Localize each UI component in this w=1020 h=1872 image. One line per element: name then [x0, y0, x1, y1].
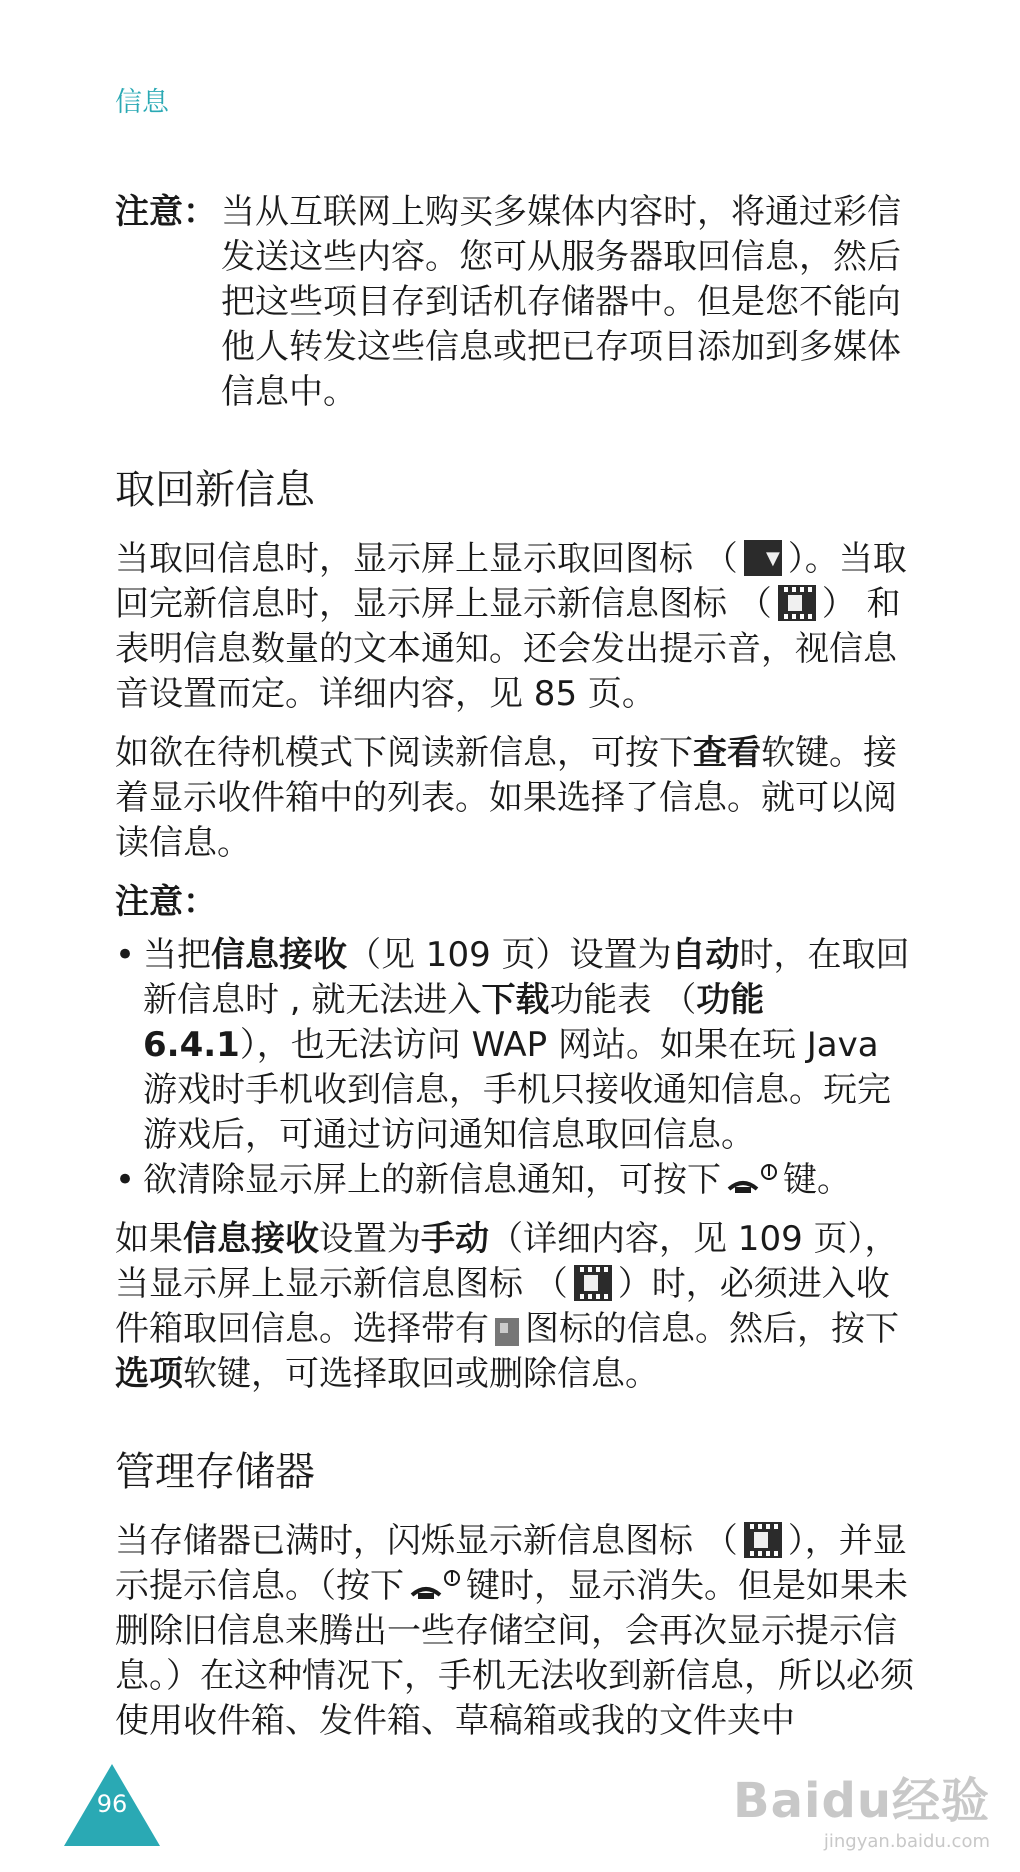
- text-run: ），并显示提示信息。（按下: [115, 1521, 907, 1606]
- text-run: 软键，可选择取回或删除信息。: [183, 1354, 659, 1394]
- watermark-logo: Baidu经验: [733, 1773, 990, 1829]
- text-run: 当存储器已满时，闪烁显示新信息图标 （: [115, 1521, 738, 1561]
- text-run: ） 和表明信息数量的文本通知。还会发出提示音，视信息音设置而定。详细内容，见 85 页。: [115, 584, 901, 714]
- menu-term: 信息接收: [211, 935, 347, 975]
- new-message-icon: [778, 585, 816, 621]
- paragraph: [115, 731, 915, 866]
- menu-term: 下载: [481, 980, 550, 1020]
- text-run: 时，在取回新信息时 , 就无法进入: [143, 935, 910, 1020]
- softkey-label: 选项: [115, 1354, 183, 1394]
- text-run: （详细内容，见 109 页），当显示屏上显示新信息图标 （: [115, 1219, 899, 1304]
- list-item: [115, 933, 915, 1158]
- text-run: ）。当取回完新信息时，显示屏上显示新信息图标 （: [115, 539, 907, 624]
- note-label: 注意：: [115, 882, 217, 922]
- text-run: 如果: [115, 1219, 183, 1259]
- new-message-icon: [744, 1522, 782, 1558]
- menu-term: 手动: [421, 1219, 489, 1259]
- menu-term: 自动: [671, 935, 740, 975]
- menu-term: 信息接收: [183, 1219, 319, 1259]
- text-run: 软键。接着显示收件箱中的列表。如果选择了信息。就可以阅读信息。: [115, 733, 897, 863]
- end-key-icon: [408, 1569, 462, 1601]
- text-run: 功能表 （: [549, 980, 697, 1020]
- section-heading-retrieve: 取回新信息: [115, 467, 315, 513]
- text-run: 如欲在待机模式下阅读新信息，可按下: [115, 733, 693, 773]
- text-run: 欲清除显示屏上的新信息通知，可按下: [143, 1160, 721, 1200]
- new-message-icon: [574, 1265, 612, 1301]
- text-run: （见 109 页）设置为: [347, 935, 672, 975]
- text-run: 键时，显示消失。但是如果未删除旧信息来腾出一些存储空间，会再次显示提示信息。）在这种情况下，手机无法收到新信息，所以必须使用收件箱、发件箱、草稿箱或我的文件夹中: [115, 1566, 914, 1741]
- menu-term: 功能 6.4.1: [143, 980, 765, 1065]
- paragraph: [115, 1519, 915, 1744]
- text-run: 设置为: [319, 1219, 421, 1259]
- paragraph: [115, 537, 915, 717]
- message-small-icon: [495, 1318, 519, 1346]
- note-text: 当从互联网上购买多媒体内容时，将通过彩信发送这些内容。您可从服务器取回信息，然后把这些项目存到话机存储器中。但是您不能向他人转发这些信息或把已存项目添加到多媒体信息中。: [221, 192, 901, 412]
- text-run: 当取回信息时，显示屏上显示取回图标 （: [115, 539, 738, 579]
- text-run: ），也无法访问 WAP 网站。如果在玩 Java 游戏时手机收到信息，手机只接收通知信息。玩完游戏后，可通过访问通知信息取回信息。: [143, 1025, 891, 1155]
- page-header: 信息: [115, 87, 169, 118]
- end-key-icon: [725, 1163, 779, 1195]
- text-run: 键。: [783, 1160, 851, 1200]
- paragraph: [115, 1217, 915, 1397]
- list-item: [115, 1158, 915, 1203]
- watermark: [733, 1762, 990, 1852]
- note-block: [115, 190, 915, 415]
- section-heading-memory: 管理存储器: [115, 1449, 315, 1495]
- watermark-url: jingyan.baidu.com: [823, 1831, 990, 1852]
- note-label: 注意：: [115, 192, 217, 232]
- text-run: 图标的信息。然后，按下: [525, 1309, 899, 1349]
- softkey-label: 查看: [693, 733, 761, 773]
- note-list: [115, 933, 915, 1203]
- text-run: 当把: [143, 935, 211, 975]
- page-content: [115, 190, 915, 1758]
- download-icon: [744, 540, 782, 576]
- text-run: ）时，必须进入收件箱取回信息。选择带有: [115, 1264, 890, 1349]
- page-number: 96: [96, 1790, 128, 1818]
